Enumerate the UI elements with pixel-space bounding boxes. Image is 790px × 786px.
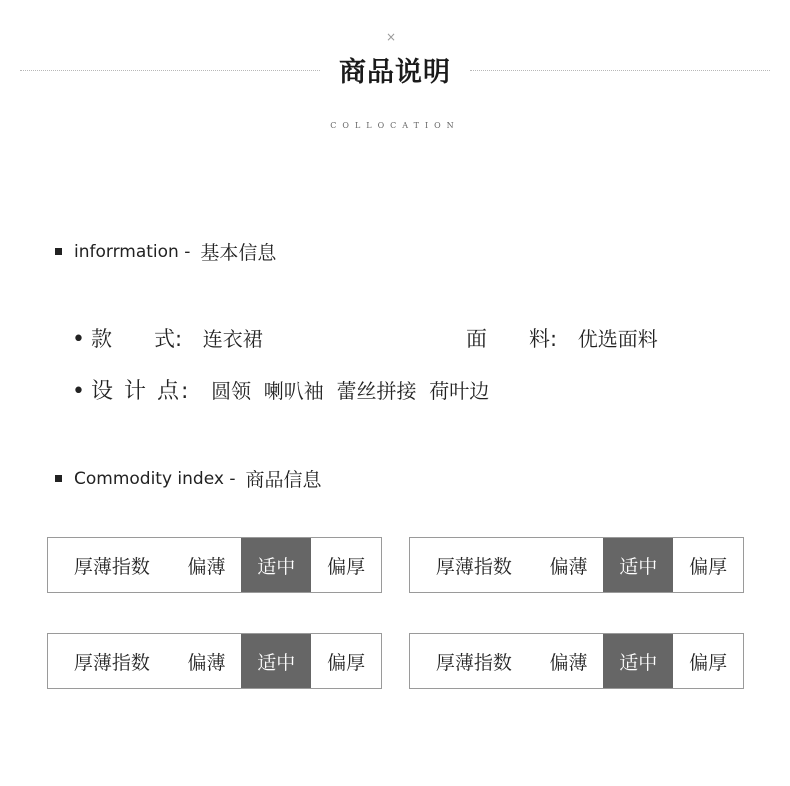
- commodity-index-heading-en: Commodity index -: [74, 468, 236, 489]
- thickness-index-box: [409, 633, 744, 689]
- thickness-index-box: [47, 633, 382, 689]
- thickness-index-label: 厚薄指数: [73, 651, 150, 674]
- fabric-label: 面 料:: [466, 327, 558, 351]
- page-title: [0, 50, 790, 89]
- commodity-index-heading-zh: 商品信息: [245, 469, 322, 491]
- option-thin: 偏薄: [549, 555, 588, 578]
- page-subtitle: COLLOCATION: [330, 121, 460, 130]
- option-thick: 偏厚: [327, 651, 366, 674]
- option-thin: 偏薄: [187, 651, 226, 674]
- option-medium-selected: 适中: [603, 634, 673, 688]
- thickness-index-label: 厚薄指数: [435, 555, 512, 578]
- square-bullet-icon: [55, 475, 62, 482]
- option-thick: 偏厚: [327, 555, 366, 578]
- design-value: 圆领 喇叭袖 蕾丝拼接 荷叶边: [211, 379, 490, 403]
- thickness-index-label: 厚薄指数: [73, 555, 150, 578]
- basic-info-heading-en: inforrmation -: [74, 241, 191, 262]
- design-row: [72, 374, 489, 405]
- option-thick: 偏厚: [689, 651, 728, 674]
- thickness-index-box: [47, 537, 382, 593]
- thickness-index-label: 厚薄指数: [435, 651, 512, 674]
- fabric-row: [466, 323, 658, 353]
- bullet-dot-icon: •: [72, 327, 85, 352]
- commodity-index-heading: [55, 465, 322, 492]
- option-medium-selected: 适中: [241, 634, 311, 688]
- option-medium-selected: 适中: [603, 538, 673, 592]
- basic-info-heading-zh: 基本信息: [200, 242, 277, 264]
- option-medium-selected: 适中: [241, 538, 311, 592]
- page-title-text: 商品说明: [327, 57, 463, 88]
- option-thin: 偏薄: [187, 555, 226, 578]
- square-bullet-icon: [55, 248, 62, 255]
- fabric-value: 优选面料: [577, 327, 658, 351]
- bullet-dot-icon: •: [72, 379, 85, 404]
- style-label: 款 式:: [90, 327, 183, 351]
- thickness-index-box: [409, 537, 744, 593]
- style-row: [72, 323, 263, 353]
- style-value: 连衣裙: [202, 327, 263, 351]
- option-thin: 偏薄: [549, 651, 588, 674]
- basic-info-heading: [55, 238, 276, 265]
- design-label: 设 计 点:: [90, 379, 191, 404]
- close-icon[interactable]: ×: [386, 30, 397, 44]
- option-thick: 偏厚: [689, 555, 728, 578]
